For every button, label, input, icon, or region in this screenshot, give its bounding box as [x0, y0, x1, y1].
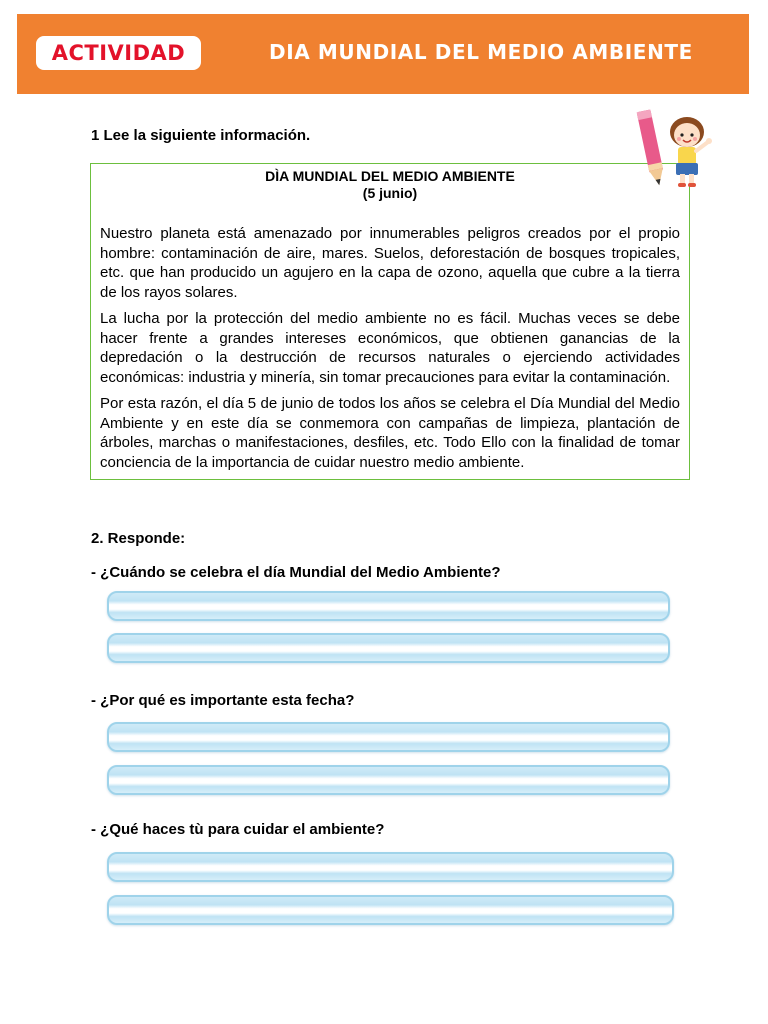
info-paragraph: Nuestro planeta está amenazado por innumerables peligros creados por el propio hombre: contaminación de aire, mares. Suelos, deforestación de bosques tropicales, etc. que han producido un agujero en la capa de ozono, aquella que cubre a la tierra de los rayos solares. [100, 225, 680, 301]
activity-badge: ACTIVIDAD [36, 36, 201, 70]
info-paragraph: La lucha por la protección del medio ambiente no es fácil. Muchas veces se debe hacer frente a grandes intereses económicos, que obtienen ganancias de la depredación o la destrucción de recursos naturales o ejerciendo actividades económicas: industria y minería, sin tomar precauciones para evitar la contaminación. [100, 310, 680, 386]
header-bar [17, 14, 749, 94]
answer-line[interactable] [107, 633, 670, 663]
page-title: DIA MUNDIAL DEL MEDIO AMBIENTE [269, 40, 693, 64]
answer-line[interactable] [107, 895, 674, 925]
answer-line[interactable] [107, 591, 670, 621]
answer-line[interactable] [107, 852, 674, 882]
info-paragraph: Por esta razón, el día 5 de junio de todos los años se celebra el Día Mundial del Medio Ambiente y en este día se conmemora con campañas de limpieza, plantación de árboles, marchas o manifestaciones, desfiles, etc. Todo Ello con la finalidad de tomar conciencia de la importancia de cuidar nuestro medio ambiente. [100, 395, 680, 471]
section-2-heading: 2. Responde: [91, 530, 186, 547]
answer-line[interactable] [107, 765, 670, 795]
section-1-heading: 1 Lee la siguiente información. [91, 127, 311, 144]
question-2: - ¿Por qué es importante esta fecha? [91, 692, 355, 709]
info-box [90, 163, 690, 480]
girl-with-pencil-icon [630, 106, 720, 192]
answer-line[interactable] [107, 722, 670, 752]
info-box-subtitle: (5 junio) [362, 185, 418, 201]
question-3: - ¿Qué haces tù para cuidar el ambiente? [91, 821, 385, 838]
question-1: - ¿Cuándo se celebra el día Mundial del Medio Ambiente? [91, 564, 501, 581]
info-box-title: DÌA MUNDIAL DEL MEDIO AMBIENTE [265, 168, 515, 184]
